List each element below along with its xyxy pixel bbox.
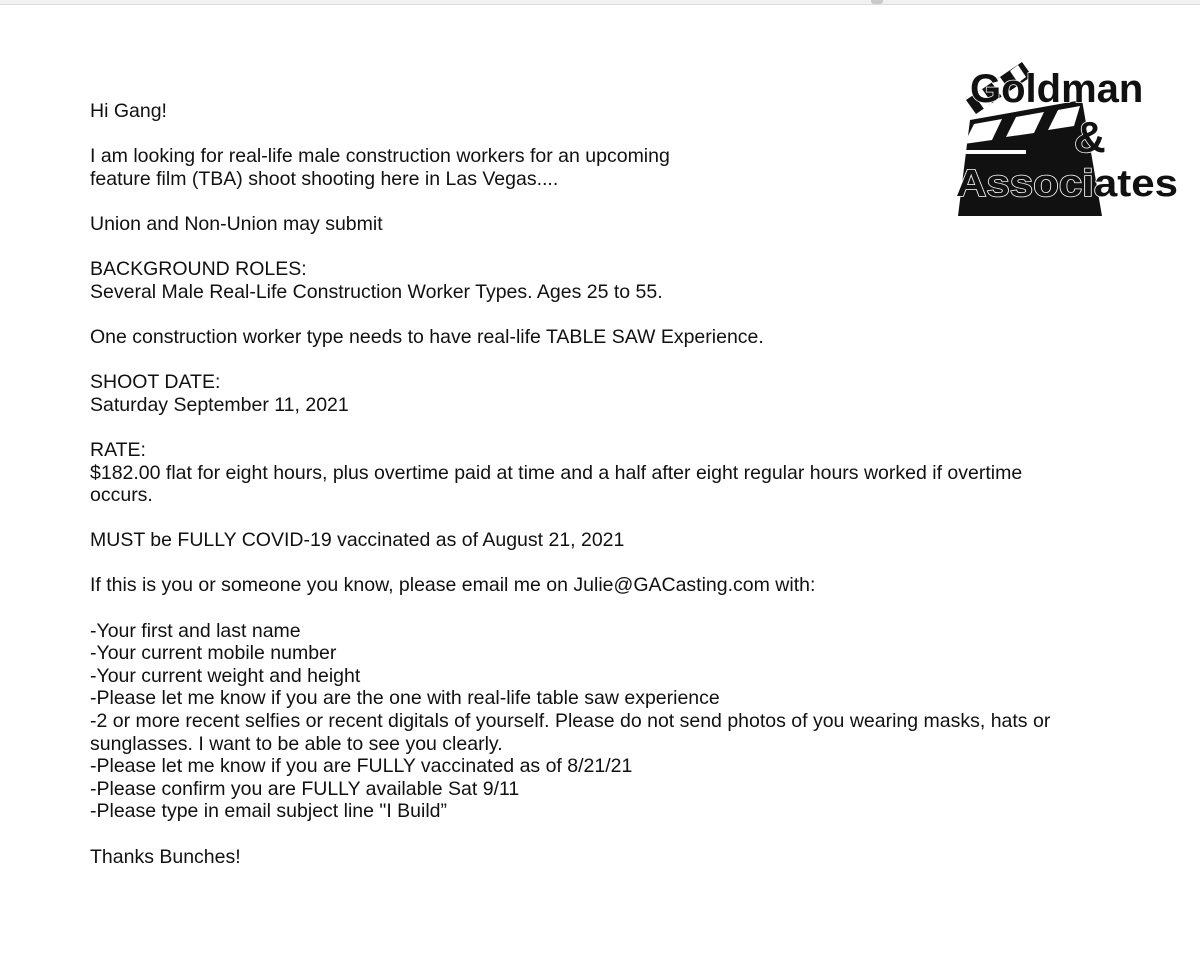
list-item: sunglasses. I want to be able to see you clearly. (90, 732, 503, 755)
scroll-nub (871, 0, 883, 4)
list-item: -2 or more recent selfies or recent digitals of yourself. Please do not send photos of you wearing masks, hats or (90, 710, 1051, 733)
logo-line-goldman: Goldman (970, 67, 1144, 111)
signoff: Thanks Bunches! (90, 845, 241, 868)
vaccination-paragraph (90, 529, 1150, 552)
list-item: -Please confirm you are FULLY available Sat 9/11 (90, 777, 520, 800)
vaccination-requirement: MUST be FULLY COVID-19 vaccinated as of August 21, 2021 (90, 529, 625, 552)
contact-paragraph (90, 574, 1150, 597)
rate-text: occurs. (90, 484, 153, 507)
list-item: -Please type in email subject line "I Build” (90, 800, 448, 823)
union-note: Union and Non-Union may submit (90, 212, 383, 235)
rate-text: $182.00 flat for eight hours, plus overtime paid at time and a half after eight regular hours worked if overtime (90, 461, 1023, 484)
intro-line: I am looking for real-life male construction workers for an upcoming (90, 145, 670, 168)
signoff-paragraph (90, 846, 1150, 869)
roles-heading: BACKGROUND ROLES: (90, 258, 307, 281)
list-item: -Your first and last name (90, 619, 301, 642)
requirements-list (90, 620, 1150, 823)
greeting: Hi Gang! (90, 100, 167, 122)
intro-line: feature film (TBA) shoot shooting here in Las Vegas.... (90, 167, 559, 190)
roles-paragraph (90, 258, 1150, 303)
list-item: -Your current weight and height (90, 664, 361, 687)
contact-instructions: If this is you or someone you know, please email me on Julie@GACasting.com with: (90, 574, 816, 597)
rate-paragraph (90, 439, 1150, 507)
intro-paragraph (90, 145, 1150, 190)
list-item: -Your current mobile number (90, 642, 337, 665)
list-item: -Please let me know if you are the one with real-life table saw experience (90, 687, 720, 710)
shoot-date: Saturday September 11, 2021 (90, 393, 349, 416)
table-saw-paragraph (90, 326, 1150, 349)
logo-line-ampersand: & (1074, 113, 1106, 162)
roles-text: Several Male Real-Life Construction Worker Types. Ages 25 to 55. (90, 280, 663, 303)
logo-line-associates: Associates (956, 163, 1178, 205)
rate-heading: RATE: (90, 438, 146, 461)
casting-letter (90, 100, 1150, 891)
greeting-paragraph (90, 100, 1150, 123)
table-saw-note: One construction worker type needs to have real-life TABLE SAW Experience. (90, 325, 764, 348)
top-edge (0, 0, 1200, 5)
list-item: -Please let me know if you are FULLY vaccinated as of 8/21/21 (90, 755, 633, 778)
shoot-date-heading: SHOOT DATE: (90, 371, 221, 394)
shoot-date-paragraph (90, 371, 1150, 416)
union-paragraph (90, 213, 1150, 236)
